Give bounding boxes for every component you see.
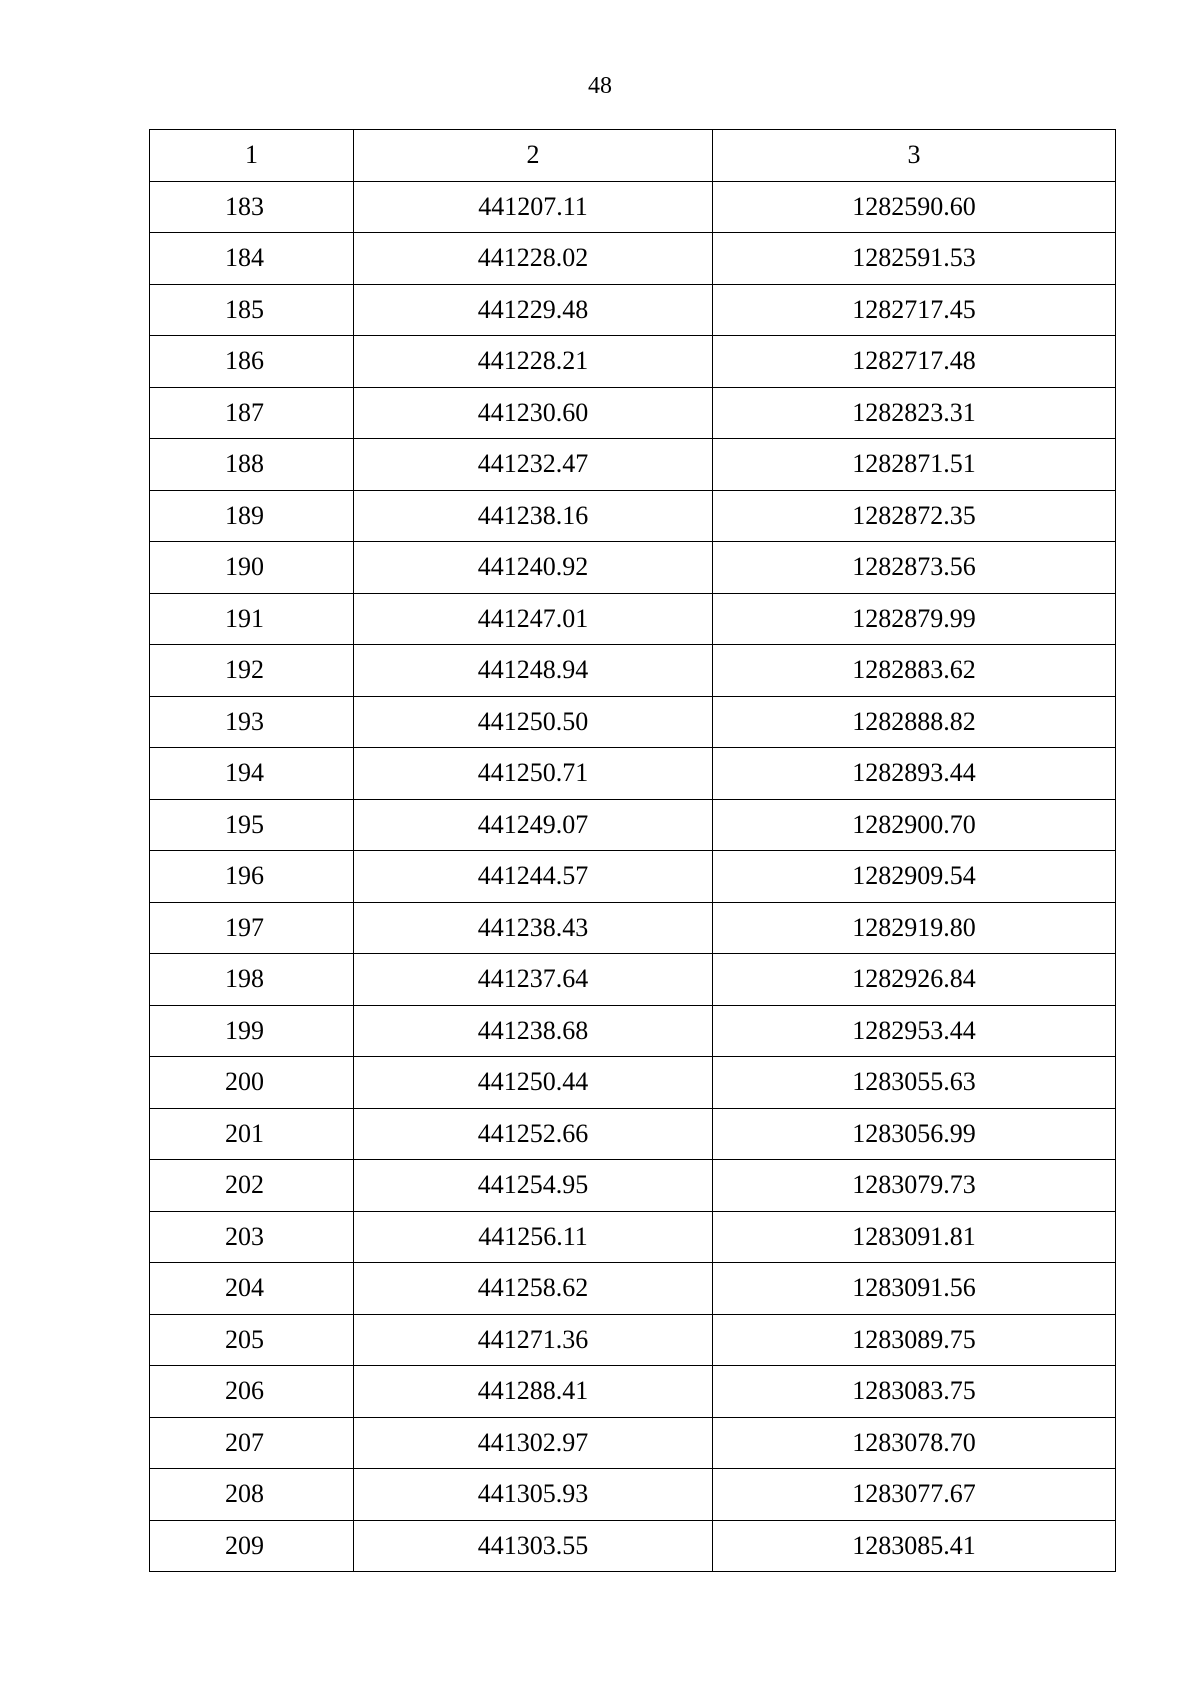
coordinate-y-cell: 1283085.41 bbox=[713, 1520, 1116, 1572]
table-row bbox=[150, 1469, 1116, 1521]
coordinate-y-cell: 1282591.53 bbox=[713, 233, 1116, 285]
point-number-cell: 195 bbox=[150, 799, 354, 851]
coordinate-x-cell: 441244.57 bbox=[354, 851, 713, 903]
coordinate-y-cell: 1282823.31 bbox=[713, 387, 1116, 439]
point-number-cell: 204 bbox=[150, 1263, 354, 1315]
coordinate-x-cell: 441248.94 bbox=[354, 645, 713, 697]
coordinate-x-cell: 441252.66 bbox=[354, 1108, 713, 1160]
coordinate-y-cell: 1282888.82 bbox=[713, 696, 1116, 748]
table-row bbox=[150, 851, 1116, 903]
column-header-1: 1 bbox=[150, 130, 354, 182]
table-body bbox=[150, 181, 1116, 1572]
coordinate-x-cell: 441229.48 bbox=[354, 284, 713, 336]
coordinate-x-cell: 441232.47 bbox=[354, 439, 713, 491]
table-row bbox=[150, 645, 1116, 697]
coordinate-y-cell: 1283079.73 bbox=[713, 1160, 1116, 1212]
point-number-cell: 194 bbox=[150, 748, 354, 800]
table-row bbox=[150, 284, 1116, 336]
coordinate-y-cell: 1282900.70 bbox=[713, 799, 1116, 851]
coordinate-x-cell: 441258.62 bbox=[354, 1263, 713, 1315]
table-row bbox=[150, 1057, 1116, 1109]
coordinate-y-cell: 1283056.99 bbox=[713, 1108, 1116, 1160]
table-row bbox=[150, 902, 1116, 954]
coordinate-x-cell: 441230.60 bbox=[354, 387, 713, 439]
table-row bbox=[150, 799, 1116, 851]
coordinate-y-cell: 1282871.51 bbox=[713, 439, 1116, 491]
coordinate-x-cell: 441238.68 bbox=[354, 1005, 713, 1057]
coordinate-x-cell: 441250.44 bbox=[354, 1057, 713, 1109]
table-row bbox=[150, 439, 1116, 491]
table-row bbox=[150, 1314, 1116, 1366]
point-number-cell: 193 bbox=[150, 696, 354, 748]
coordinate-x-cell: 441250.71 bbox=[354, 748, 713, 800]
coordinate-x-cell: 441254.95 bbox=[354, 1160, 713, 1212]
point-number-cell: 208 bbox=[150, 1469, 354, 1521]
coordinate-x-cell: 441238.43 bbox=[354, 902, 713, 954]
column-header-2: 2 bbox=[354, 130, 713, 182]
table-row bbox=[150, 954, 1116, 1006]
point-number-cell: 209 bbox=[150, 1520, 354, 1572]
point-number-cell: 206 bbox=[150, 1366, 354, 1418]
coordinate-x-cell: 441250.50 bbox=[354, 696, 713, 748]
coordinate-x-cell: 441288.41 bbox=[354, 1366, 713, 1418]
table-row bbox=[150, 1417, 1116, 1469]
point-number-cell: 200 bbox=[150, 1057, 354, 1109]
coordinate-x-cell: 441305.93 bbox=[354, 1469, 713, 1521]
coordinate-y-cell: 1282883.62 bbox=[713, 645, 1116, 697]
coordinate-y-cell: 1282926.84 bbox=[713, 954, 1116, 1006]
coordinate-y-cell: 1282893.44 bbox=[713, 748, 1116, 800]
point-number-cell: 198 bbox=[150, 954, 354, 1006]
point-number-cell: 186 bbox=[150, 336, 354, 388]
table-row bbox=[150, 233, 1116, 285]
coordinate-x-cell: 441303.55 bbox=[354, 1520, 713, 1572]
coordinate-y-cell: 1283089.75 bbox=[713, 1314, 1116, 1366]
point-number-cell: 188 bbox=[150, 439, 354, 491]
table-row bbox=[150, 181, 1116, 233]
coordinate-x-cell: 441256.11 bbox=[354, 1211, 713, 1263]
table-row bbox=[150, 1211, 1116, 1263]
table-row bbox=[150, 1108, 1116, 1160]
coordinate-y-cell: 1282909.54 bbox=[713, 851, 1116, 903]
table-row bbox=[150, 1263, 1116, 1315]
page-number: 48 bbox=[588, 73, 612, 99]
coordinate-y-cell: 1282717.48 bbox=[713, 336, 1116, 388]
coordinate-x-cell: 441207.11 bbox=[354, 181, 713, 233]
coordinate-x-cell: 441302.97 bbox=[354, 1417, 713, 1469]
point-number-cell: 199 bbox=[150, 1005, 354, 1057]
coordinate-y-cell: 1283083.75 bbox=[713, 1366, 1116, 1418]
point-number-cell: 191 bbox=[150, 593, 354, 645]
header-row bbox=[150, 130, 1116, 182]
table-row bbox=[150, 542, 1116, 594]
point-number-cell: 205 bbox=[150, 1314, 354, 1366]
point-number-cell: 184 bbox=[150, 233, 354, 285]
point-number-cell: 197 bbox=[150, 902, 354, 954]
coordinate-y-cell: 1282919.80 bbox=[713, 902, 1116, 954]
coordinate-y-cell: 1282590.60 bbox=[713, 181, 1116, 233]
point-number-cell: 185 bbox=[150, 284, 354, 336]
table-row bbox=[150, 336, 1116, 388]
point-number-cell: 189 bbox=[150, 490, 354, 542]
table-row bbox=[150, 748, 1116, 800]
point-number-cell: 183 bbox=[150, 181, 354, 233]
coordinate-x-cell: 441228.21 bbox=[354, 336, 713, 388]
coordinate-y-cell: 1282717.45 bbox=[713, 284, 1116, 336]
point-number-cell: 201 bbox=[150, 1108, 354, 1160]
coordinate-y-cell: 1283055.63 bbox=[713, 1057, 1116, 1109]
table-header bbox=[150, 130, 1116, 182]
point-number-cell: 203 bbox=[150, 1211, 354, 1263]
coordinate-x-cell: 441228.02 bbox=[354, 233, 713, 285]
coordinate-y-cell: 1283091.56 bbox=[713, 1263, 1116, 1315]
point-number-cell: 187 bbox=[150, 387, 354, 439]
table-row bbox=[150, 696, 1116, 748]
point-number-cell: 207 bbox=[150, 1417, 354, 1469]
coordinate-x-cell: 441240.92 bbox=[354, 542, 713, 594]
coordinate-y-cell: 1283091.81 bbox=[713, 1211, 1116, 1263]
coordinate-x-cell: 441238.16 bbox=[354, 490, 713, 542]
coordinate-y-cell: 1282879.99 bbox=[713, 593, 1116, 645]
table-row bbox=[150, 1160, 1116, 1212]
coordinate-y-cell: 1282953.44 bbox=[713, 1005, 1116, 1057]
coordinate-x-cell: 441249.07 bbox=[354, 799, 713, 851]
table-row bbox=[150, 593, 1116, 645]
coordinate-x-cell: 441247.01 bbox=[354, 593, 713, 645]
table-row bbox=[150, 1005, 1116, 1057]
table-row bbox=[150, 387, 1116, 439]
coordinate-y-cell: 1283077.67 bbox=[713, 1469, 1116, 1521]
table-row bbox=[150, 490, 1116, 542]
coordinate-x-cell: 441271.36 bbox=[354, 1314, 713, 1366]
point-number-cell: 202 bbox=[150, 1160, 354, 1212]
point-number-cell: 196 bbox=[150, 851, 354, 903]
coordinate-y-cell: 1283078.70 bbox=[713, 1417, 1116, 1469]
point-number-cell: 190 bbox=[150, 542, 354, 594]
coordinate-y-cell: 1282872.35 bbox=[713, 490, 1116, 542]
coordinates-table bbox=[149, 129, 1116, 1572]
coordinate-y-cell: 1282873.56 bbox=[713, 542, 1116, 594]
point-number-cell: 192 bbox=[150, 645, 354, 697]
column-header-3: 3 bbox=[713, 130, 1116, 182]
table-row bbox=[150, 1520, 1116, 1572]
table-row bbox=[150, 1366, 1116, 1418]
coordinate-x-cell: 441237.64 bbox=[354, 954, 713, 1006]
